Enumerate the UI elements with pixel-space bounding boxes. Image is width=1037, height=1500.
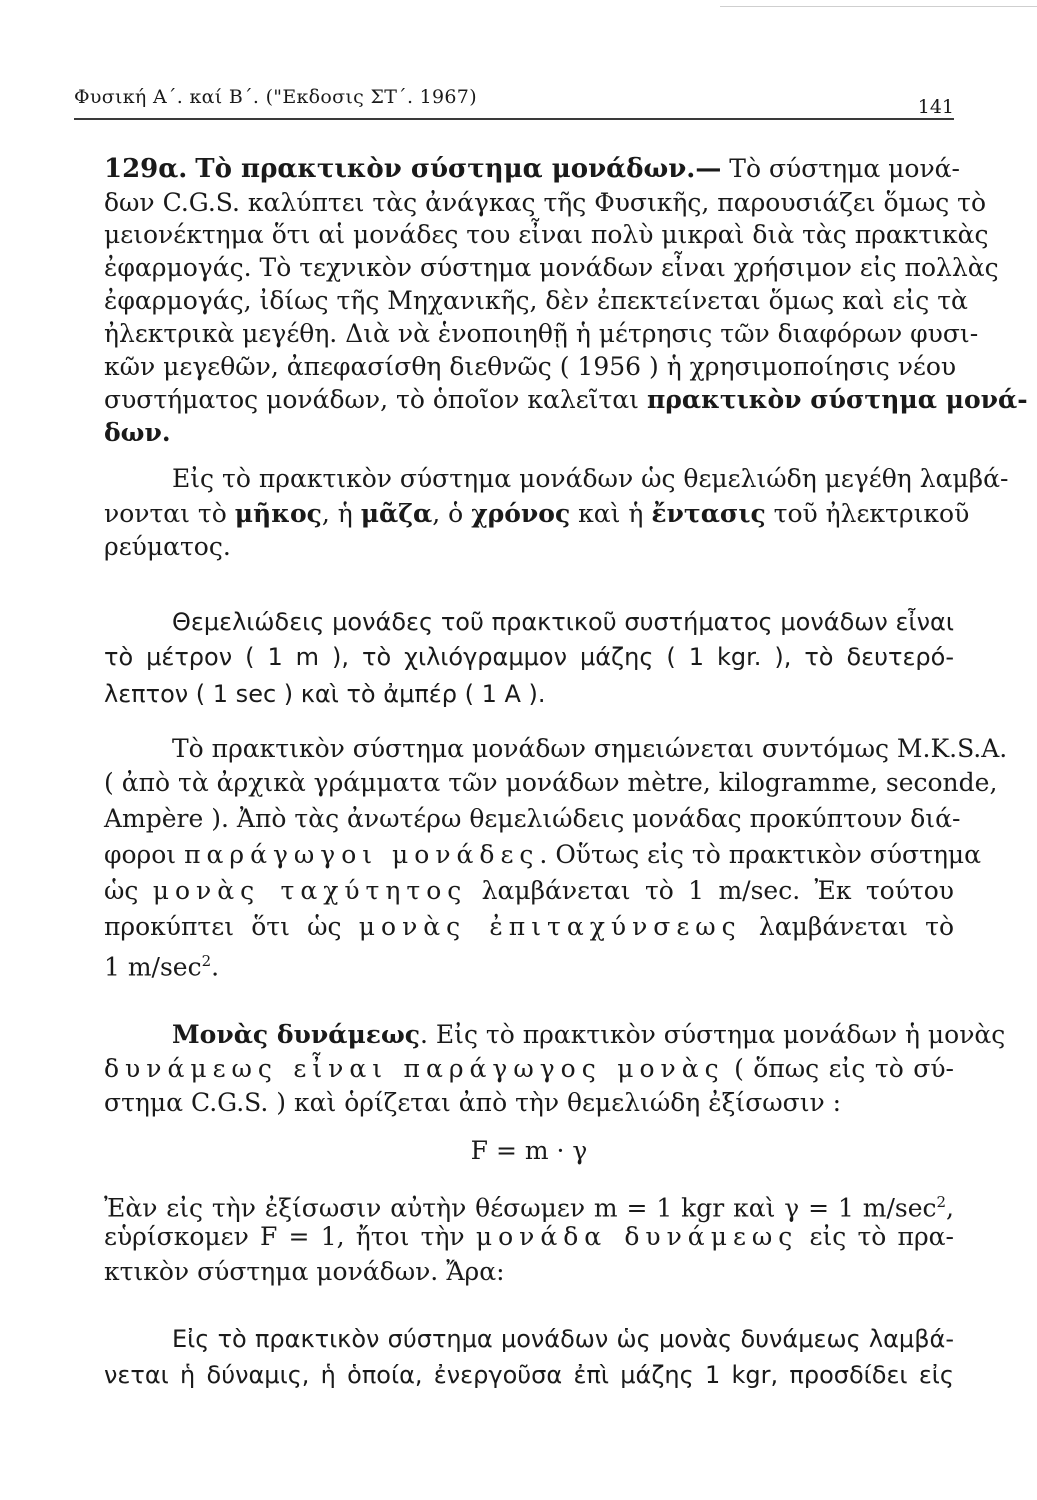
text-span: . Εἰς τὸ πρακτικὸν σύστημα μονάδων ἡ μονὰς <box>420 1020 1006 1049</box>
text-span: νονται τὸ <box>104 499 235 528</box>
text-span: . <box>211 952 220 982</box>
text-line: ρεύματος. <box>104 532 231 561</box>
text-line <box>104 416 954 450</box>
section-title: Τὸ πρακτικὸν σύστημα μονάδων.— <box>195 154 722 184</box>
text-span: τοῦ ἠλεκτρικοῦ <box>765 499 970 528</box>
bold-term: χρόνος <box>471 499 571 528</box>
spaced-term: μονάδα δυνάμεως <box>475 1222 799 1251</box>
text-line <box>104 944 954 984</box>
text-span: λαμβάνεται τὸ 1 m/sec. Ἐκ τούτου <box>467 876 954 905</box>
text-span: , ἡ <box>321 499 361 528</box>
bold-term: μᾶζα <box>360 499 433 528</box>
text-line <box>104 497 970 531</box>
text-line <box>104 910 954 944</box>
text-span: ( ὅπως εἰς τὸ σύ- <box>724 1054 954 1083</box>
text-line: ἠλεκτρικὰ μεγέθη. Διὰ νὰ ἑνοποιηθῇ ἡ μέτρησις τῶν διαφόρων φυσι- <box>104 319 979 348</box>
spaced-term: παράγωγοι μονάδες <box>184 840 540 869</box>
header-rule <box>74 118 954 120</box>
text-line: κῶν μεγεθῶν, ἀπεφασίσθη διεθνῶς ( 1956 ) ἡ χρησιμοποίησις νέου <box>104 352 957 381</box>
text-line <box>104 383 1028 417</box>
text-line: νεται ἡ δύναμις, ἡ ὁποία, ἐνεργοῦσα ἐπὶ μάζης 1 kgr, προσδίδει εἰς <box>104 1361 954 1389</box>
spaced-term: μονὰς ἐπιταχύνσεως <box>358 912 742 941</box>
text-span: φοροι <box>104 840 185 869</box>
text-span: καὶ ἡ <box>570 499 652 528</box>
text-line <box>104 838 982 872</box>
bold-term: μῆκος <box>234 499 322 528</box>
text-span: 1 m/sec <box>104 952 202 982</box>
text-line: στημα C.G.S. ) καὶ ὁρίζεται ἀπὸ τὴν θεμελιώδη ἐξίσωσιν : <box>104 1088 842 1117</box>
text-span: , <box>946 1193 954 1223</box>
text-line: μειονέκτημα ὅτι αἱ μονάδες του εἶναι πολὺ μικραὶ διὰ τὰς πρακτικὰς <box>104 220 989 249</box>
text-line: Τὸ πρακτικὸν σύστημα μονάδων σημειώνεται συντόμως M.K.S.A. <box>172 734 1008 763</box>
running-title: Φυσική Α΄. καί Β΄. ("Εκδοσις ΣΤ΄. 1967) <box>74 86 477 108</box>
bold-term: ἔντασις <box>651 499 766 528</box>
text-span: Ἐὰν εἰς τὴν ἐξίσωσιν αὐτὴν θέσωμεν m = 1 kgr καὶ γ = 1 m/sec <box>104 1193 937 1223</box>
text-line: Θεμελιώδεις μονάδες τοῦ πρακτικοῦ συστήματος μονάδων εἶναι <box>172 608 954 636</box>
bold-term: πρακτικὸν σύστημα μονά- <box>646 385 1028 414</box>
page-number: 141 <box>917 96 954 118</box>
section-number: 129α. <box>104 154 188 184</box>
text-line: Εἰς τὸ πρακτικὸν σύστημα μονάδων ὡς θεμελιώδη μεγέθη λαμβά- <box>172 464 1009 493</box>
text-span: εἰς τὸ πρα- <box>798 1222 954 1251</box>
text-line <box>104 1052 954 1086</box>
text-line: Ampère ). Ἀπὸ τὰς ἀνωτέρω θεμελιώδεις μονάδας προκύπτουν διά- <box>104 804 961 833</box>
bold-term: Μονὰς δυνάμεως <box>172 1020 420 1049</box>
text-line: ( ἀπὸ τὰ ἀρχικὰ γράμματα τῶν μονάδων mètre, kilogramme, seconde, <box>104 768 998 797</box>
bold-term: δων <box>104 418 162 447</box>
scan-edge-line <box>720 6 1037 7</box>
text-line: λεπτον ( 1 sec ) καὶ τὸ ἀμπέρ ( 1 A ). <box>104 680 546 708</box>
text-span: ὡς <box>104 876 153 905</box>
text-span: συστήματος μονάδων, τὸ ὁποῖον καλεῖται <box>104 385 647 414</box>
text-line: δων C.G.S. καλύπτει τὰς ἀνάγκας τῆς Φυσικῆς, παρουσιάζει ὅμως τὸ <box>104 188 987 217</box>
section-heading-line <box>104 152 960 186</box>
text-span: προκύπτει ὅτι ὡς <box>104 912 359 941</box>
text-span: λαμβάνεται τὸ <box>741 912 954 941</box>
text-span: . Οὕτως εἰς τὸ πρακτικὸν σύστημα <box>539 840 982 869</box>
equation: F = m · γ <box>470 1136 588 1165</box>
text-span: . <box>161 418 171 447</box>
text-span: εὑρίσκομεν F = 1, ἤτοι τὴν <box>104 1222 476 1251</box>
text-line: ἐφαρμογάς. Τὸ τεχνικὸν σύστημα μονάδων εἶναι χρήσιμον εἰς πολλὰς <box>104 253 999 282</box>
text-line: ἐφαρμογάς, ἰδίως τῆς Μηχανικῆς, δὲν ἐπεκτείνεται ὅμως καὶ εἰς τὰ <box>104 286 968 315</box>
text-line: τὸ μέτρον ( 1 m ), τὸ χιλιόγραμμον μάζης ( 1 kgr. ), τὸ δευτερό- <box>104 643 954 671</box>
text-line <box>172 1018 1006 1052</box>
text-span: Τὸ σύστημα μονά- <box>721 154 960 183</box>
superscript: 2 <box>201 952 212 970</box>
text-span: , ὁ <box>432 499 472 528</box>
text-line <box>104 1220 954 1254</box>
text-line <box>104 874 954 908</box>
text-line: Εἰς τὸ πρακτικὸν σύστημα μονάδων ὡς μονὰς δυνάμεως λαμβά- <box>172 1325 954 1353</box>
superscript: 2 <box>936 1193 947 1211</box>
text-line: κτικὸν σύστημα μονάδων. Ἄρα: <box>104 1257 505 1286</box>
spaced-term: μονὰς ταχύτητος <box>152 876 468 905</box>
spaced-term: δυνάμεως εἶναι παράγωγος μονὰς <box>104 1054 725 1083</box>
running-header <box>74 74 954 118</box>
